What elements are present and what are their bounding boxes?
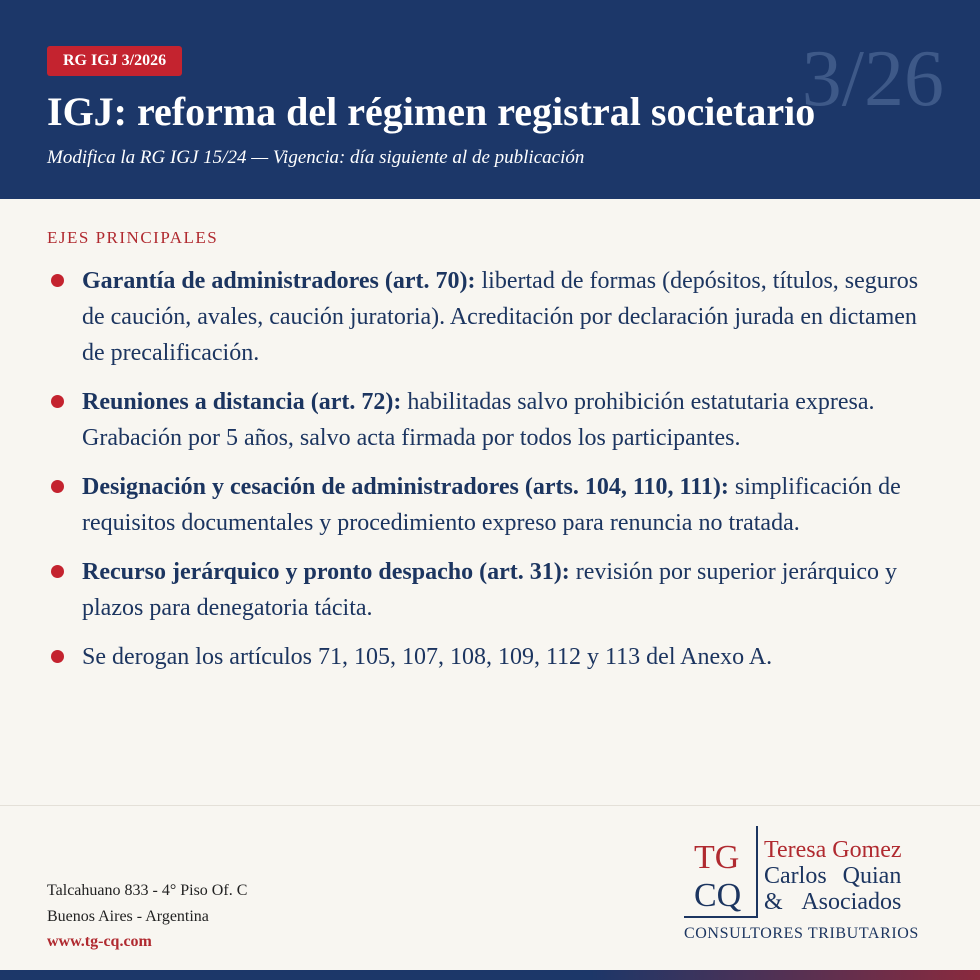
page-subtitle: Modifica la RG IGJ 15/24 — Vigencia: día siguiente al de publicación [47, 147, 585, 168]
resolution-badge: RG IGJ 3/2026 [47, 46, 182, 76]
bullet-item [47, 639, 937, 675]
bullet-heading: Garantía de administradores (art. 70): [82, 268, 476, 294]
bullet-item [47, 469, 937, 541]
issue-number: 3/26 [801, 35, 944, 123]
bullet-item [47, 263, 937, 371]
bullet-dot-icon [51, 650, 64, 663]
logo-mark [686, 836, 746, 916]
logo-vertical-rule [756, 826, 758, 918]
logo-name-line-2: Carlos Quian [764, 863, 902, 889]
header-banner [0, 0, 980, 199]
bullet-list [47, 263, 937, 688]
logo-tagline: CONSULTORES TRIBUTARIOS [684, 925, 919, 942]
logo-horizontal-rule [684, 916, 758, 918]
bullet-text: Se derogan los artículos 71, 105, 107, 108, 109, 112 y 113 del Anexo A. [82, 644, 773, 670]
website-link[interactable]: www.tg-cq.com [47, 933, 152, 950]
bottom-accent-bar [0, 970, 980, 980]
bullet-text: libertad de formas (depósitos, títulos, seguros de caución, avales, caución juratoria). Acreditación por declaración jurada en dictamen de precalificación. [82, 268, 919, 366]
bullet-item [47, 384, 937, 456]
bullet-text: habilitadas salvo prohibición estatutaria expresa. Grabación por 5 años, salvo acta firmada por todos los participantes. [82, 389, 875, 451]
bullet-heading: Designación y cesación de administradores (arts. 104, 110, 111): [82, 474, 729, 500]
bullet-heading: Reuniones a distancia (art. 72): [82, 389, 402, 415]
section-label: EJES PRINCIPALES [47, 228, 219, 247]
logo-name-line-3: & Asociados [764, 889, 902, 915]
bullet-dot-icon [51, 480, 64, 493]
bullet-text: revisión por superior jerárquico y plazos para denegatoria tácita. [82, 559, 897, 621]
bullet-dot-icon [51, 274, 64, 287]
bullet-text: simplificación de requisitos documentales y procedimiento expreso para renuncia no tratada. [82, 474, 901, 536]
bullet-item [47, 554, 937, 626]
address-line-1: Talcahuano 833 - 4° Piso Of. C [47, 882, 248, 899]
page-title: IGJ: reforma del régimen registral societario [47, 89, 816, 134]
bullet-dot-icon [51, 565, 64, 578]
footer-divider [0, 805, 980, 806]
logo-mark-top: TG [694, 839, 740, 876]
bullet-heading: Recurso jerárquico y pronto despacho (art. 31): [82, 559, 570, 585]
logo-mark-bottom: CQ [694, 877, 742, 914]
firm-logo [684, 826, 924, 946]
bullet-dot-icon [51, 395, 64, 408]
logo-name-line-1: Teresa Gomez [764, 837, 902, 863]
address-line-2: Buenos Aires - Argentina [47, 908, 209, 925]
